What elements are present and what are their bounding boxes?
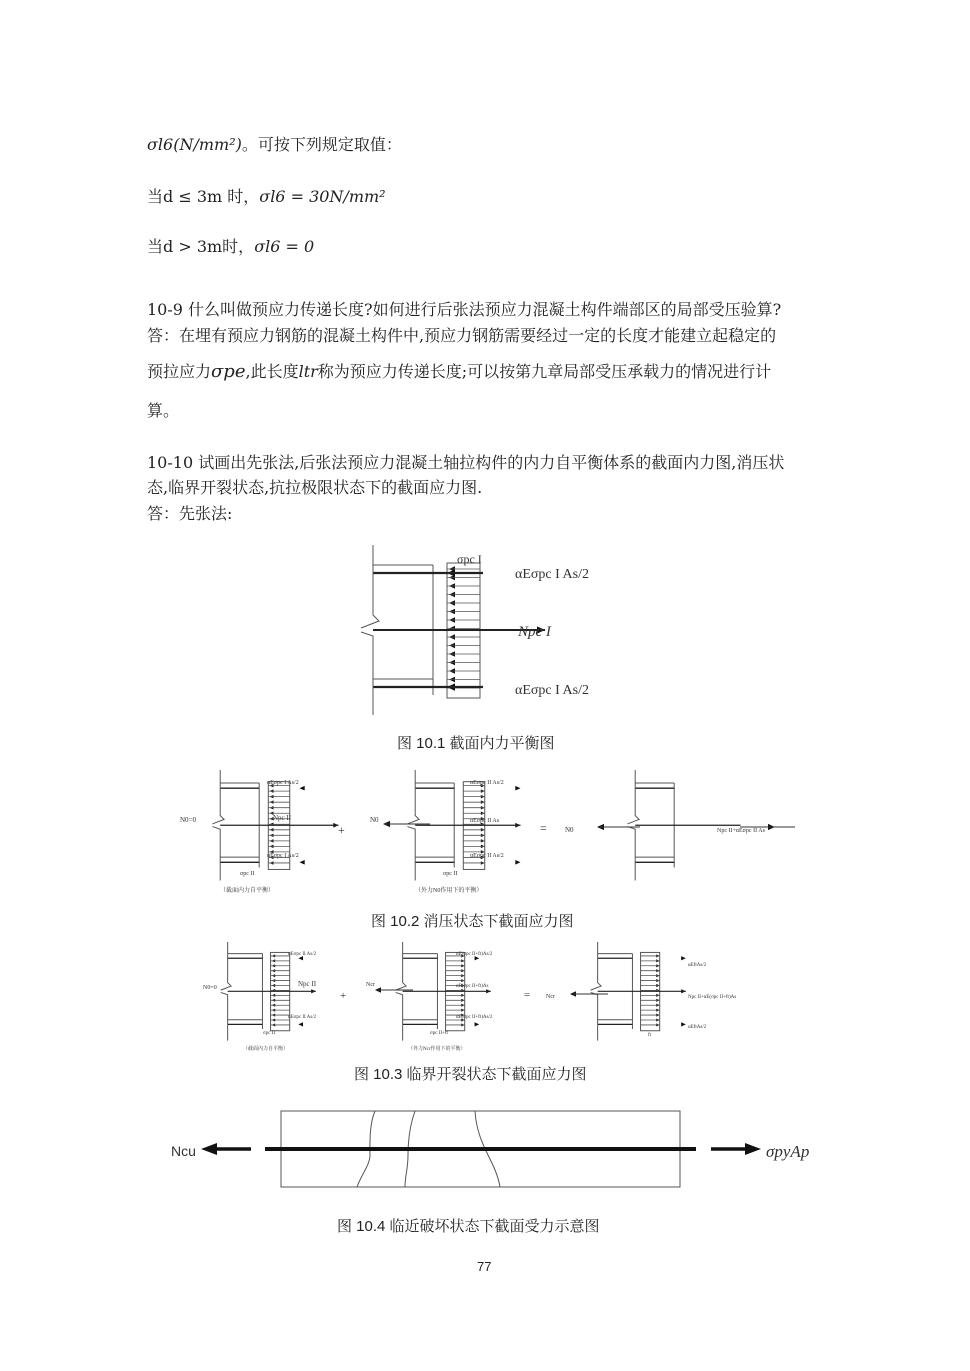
left-sublabel: （截面内力自平衡） — [220, 888, 275, 894]
arrow-icon — [681, 956, 686, 960]
left-stress-label: σpc II — [240, 871, 255, 877]
intro-line-3 — [147, 237, 314, 257]
condition-text: 当d ≤ 3m 时， — [147, 187, 260, 206]
mid-stress-label: σpc II — [443, 871, 458, 877]
right-n-label: N0 — [565, 826, 574, 834]
arrow-icon — [681, 1022, 686, 1026]
answer-10-9-line-2 — [147, 362, 771, 382]
right-n-label: Ncr — [546, 994, 555, 1000]
arrow-icon — [515, 786, 520, 791]
left-bottom-label: αEσpc II As/2 — [288, 1015, 317, 1020]
left-sublabel: （截面内力自平衡） — [243, 1047, 289, 1052]
intro-text: 。可按下列规定取值： — [241, 135, 402, 154]
mid-bottom-label: αE(σpc II+ft)As/2 — [456, 1015, 493, 1020]
figure-10-3-diagram — [198, 942, 768, 1057]
mid-sublabel: （外力N0作用下的平衡） — [415, 888, 483, 894]
sigma-pe-symbol: σpe — [211, 361, 246, 382]
question-10-9: 10-9 什么叫做预应力传递长度?如何进行后张法预应力混凝土构件端部区的局部受压验算? — [147, 300, 782, 319]
mid-bottom-label: αEσpc II As/2 — [470, 853, 504, 859]
arrow-icon — [298, 1022, 303, 1026]
intro-line-1 — [147, 135, 402, 155]
l-tr-symbol: ltr — [298, 362, 318, 381]
equals-sign: = — [540, 821, 547, 835]
figure-10-3-caption: 图 10.3 临界开裂状态下截面应力图 — [354, 1066, 587, 1083]
figure-10-4-diagram — [165, 1105, 825, 1195]
intro-line-2 — [147, 187, 386, 207]
page-number: 77 — [477, 1259, 492, 1274]
right-mid-label: Npc II+αE(σpc II+ft)As — [688, 995, 737, 1000]
arrow-icon — [300, 860, 305, 865]
npc-label: Npc I — [518, 624, 551, 640]
equals-sign: = — [524, 989, 531, 1001]
left-mid-label: Npc II — [273, 814, 292, 822]
formula: σl6 = 30N/mm² — [259, 187, 386, 206]
left-top-label: αEσpc I As/2 — [267, 780, 299, 786]
mid-sublabel: （外力Ncr作用下的平衡） — [408, 1047, 466, 1052]
right-arrow-icon — [745, 1143, 761, 1155]
formula: σl6 = 0 — [254, 237, 315, 256]
arrow-icon — [475, 1022, 480, 1026]
mid-n-label: Ncr — [366, 982, 375, 988]
arrow-icon — [515, 860, 520, 865]
n0-label: N0=0 — [180, 816, 197, 824]
stress-label: σpc I — [457, 552, 482, 566]
answer-10-9-line-1: 答：在埋有预应力钢筋的混凝土构件中,预应力钢筋需要经过一定的长度才能建立起稳定的 — [147, 326, 777, 345]
question-10-10-line-2: 态,临界开裂状态,抗拉极限状态下的截面应力图. — [147, 478, 483, 497]
mid-n-label: N0 — [370, 816, 379, 824]
ncu-label: Ncu — [171, 1143, 196, 1159]
text: 称为预应力传递长度;可以按第九章局部受压承载力的情况进行计 — [317, 362, 772, 381]
mid-mid-label: αEσpc II As — [470, 818, 500, 824]
mid-stress-label: σpc II+ft — [430, 1031, 448, 1036]
text: ,此长度 — [245, 362, 299, 381]
left-top-label: αEσpc II As/2 — [288, 952, 317, 957]
mid-top-label: αEσpc II As/2 — [470, 780, 504, 786]
figure-10-2-caption: 图 10.2 消压状态下截面应力图 — [371, 913, 574, 930]
figure-10-1-caption: 图 10.1 截面内力平衡图 — [397, 735, 555, 752]
figure-10-4-caption: 图 10.4 临近破坏状态下截面受力示意图 — [337, 1218, 600, 1235]
sigma-py-ap-label: σpyAp — [766, 1142, 810, 1161]
bottom-force-label: αEσpc I As/2 — [515, 683, 589, 698]
mid-mid-label: αE(σpc II+ft)As — [456, 984, 489, 989]
left-bottom-label: αEσpc I As/2 — [267, 853, 299, 859]
figure-10-2-diagram — [175, 770, 795, 900]
mid-top-label: αE(σpc II+ft)As/2 — [456, 952, 493, 957]
text: 预拉应力 — [147, 362, 212, 381]
right-stress-label: ft — [648, 1033, 652, 1038]
n0-label: N0=0 — [203, 985, 217, 991]
right-top-label: αEftAs/2 — [688, 963, 707, 968]
top-force-label: αEσpc I As/2 — [515, 567, 589, 582]
right-result-label: Npc II+αEσpc II As — [717, 828, 765, 834]
arrow-icon — [300, 786, 305, 791]
left-stress-label: σpc II — [263, 1031, 275, 1036]
condition-text: 当d > 3m时， — [147, 237, 255, 256]
plus-sign: + — [340, 990, 347, 1002]
answer-10-9-line-3: 算。 — [147, 401, 180, 420]
plus-sign: + — [338, 823, 345, 837]
figure-10-1-diagram — [365, 545, 605, 715]
left-arrow-icon — [201, 1143, 217, 1155]
answer-10-10-line-1: 答：先张法: — [147, 504, 233, 523]
sigma-l6-symbol: σl6(N/mm²) — [147, 135, 242, 154]
right-bottom-label: αEftAs/2 — [688, 1025, 707, 1030]
left-mid-label: Npc II — [298, 980, 317, 988]
question-10-10-line-1: 10-10 试画出先张法,后张法预应力混凝土轴拉构件的内力自平衡体系的截面内力图,消压状 — [147, 453, 785, 472]
